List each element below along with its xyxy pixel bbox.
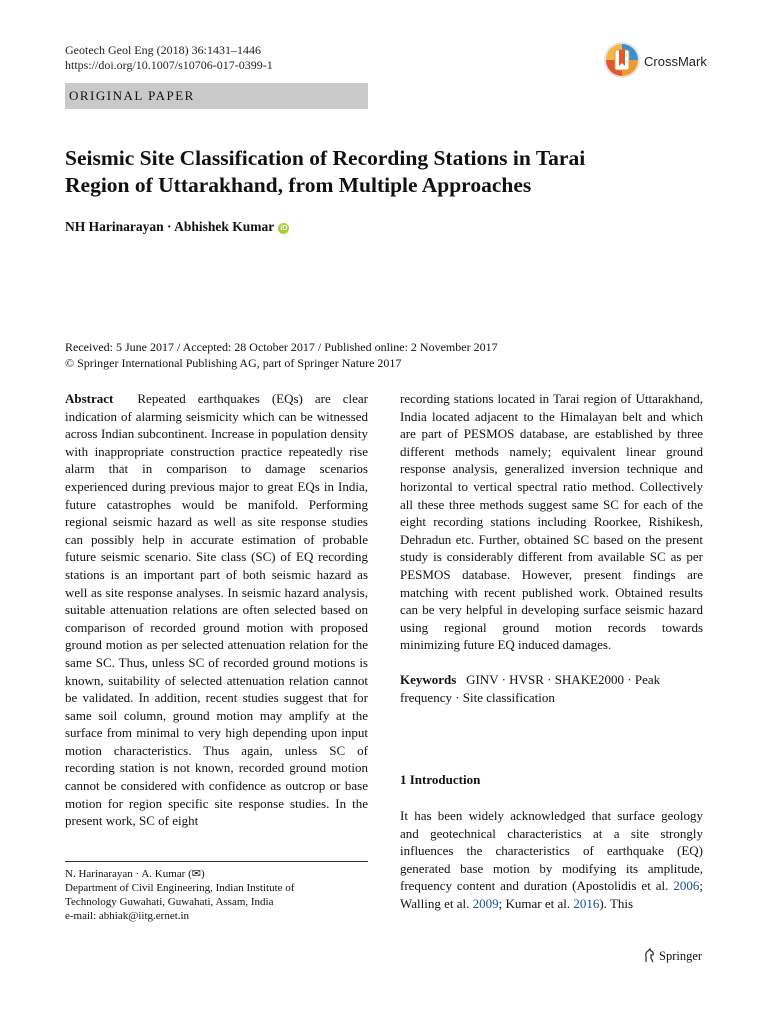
abstract-column-right <box>400 390 703 706</box>
introduction-paragraph <box>400 807 703 913</box>
orcid-icon[interactable]: iD <box>280 225 288 232</box>
footnote-divider <box>65 861 368 862</box>
springer-horse-icon <box>643 948 656 963</box>
citation-link[interactable]: 2016 <box>573 895 600 911</box>
crossmark-badge[interactable] <box>603 41 713 81</box>
paper-title <box>65 145 705 199</box>
abstract-text-left: Repeated earthquakes (EQs) are clear indication of alarming seismicity which can be witnessed across Indian subcontinent. Increase in population density with inappropriate construction practice repeatedly rise alarm that in comparison to damage scenarios experienced during previous major to great EQs in India, future catastrophes would be manifold. Performing regional seismic hazard as well as site response studies can possibly help in accurate estimation of probable future seismic scenario. Site class (SC) of EQ recording stations is an important part of both seismic hazard as well as site response analyses. In seismic hazard analysis, suitable attenuation relations are often selected based on comparison of recorded ground motion with proposed ground motion as per selected attenuation relation for the same SC. Thus, unless SC of recorded ground motions is known, suitability of selected attenuation relation cannot be validated. In addition, recent studies suggest that for same soil column, ground motion may amplify at the surface from minimal to very high depending upon input motion characteristics. Thus again, unless SC of recording station is not known, recorded ground motion cannot be considered with confidence as outcrop or base motion for region specific site response studies. In the present work, SC of eight <box>65 391 368 829</box>
citation-link[interactable]: 2009 <box>472 895 499 911</box>
abstract-text-right: recording stations located in Tarai region of Uttarakhand, India located adjacent to the Himalayan belt and which are part of PESMOS database, are established by three different methods namely; equivalent linear ground response analysis, generalized inversion technique and horizontal to vertical spectral ratio method. Collectively all these three methods suggest same SC for each of the eight recording stations including Roorkee, Rishikesh, Dehradun etc. Further, obtained SC based on the present study is considerably different from available SC as per PESMOS database. However, present findings are matching with recent published work. Obtained results can be very helpful in developing surface seismic hazard using regional ground motion records towards minimizing future EQ induced damages. <box>400 391 703 653</box>
article-type-banner: ORIGINAL PAPER <box>65 83 368 109</box>
journal-line: Geotech Geol Eng (2018) 36:1431–1446 <box>65 43 261 57</box>
author-list <box>65 219 289 235</box>
footnote-dept: Department of Civil Engineering, Indian Institute of <box>65 882 295 894</box>
intro-text-1: It has been widely acknowledged that surface geology and geotechnical characteristics at a site strongly influences the characteristics of earthquake (EQ) generated base motion by modifying its amplitude, frequency content and duration (Apostolidis et al. <box>400 808 703 894</box>
intro-text-4: ). This <box>599 895 634 911</box>
publisher-footer <box>643 948 702 964</box>
keywords-block <box>400 671 703 706</box>
abstract-column-left <box>65 390 368 830</box>
keywords-label: Keywords <box>400 671 457 687</box>
citation-link[interactable]: 2006 <box>673 878 700 894</box>
history-dates: Received: 5 June 2017 / Accepted: 28 October 2017 / Published online: 2 November 2017 <box>65 340 498 354</box>
publication-dates <box>65 339 498 371</box>
crossmark-icon <box>603 41 641 79</box>
copyright-line: © Springer International Publishing AG, part of Springer Nature 2017 <box>65 356 402 370</box>
section-heading-introduction: 1 Introduction <box>400 772 481 787</box>
author-affiliation-footnote <box>65 867 294 923</box>
intro-text-3: ; Kumar et al. <box>498 895 574 911</box>
footnote-authors: N. Harinarayan · A. Kumar (✉) <box>65 868 205 880</box>
crossmark-label: CrossMark <box>644 54 707 69</box>
title-line-1: Seismic Site Classification of Recording Stations in Tarai <box>65 146 586 170</box>
footnote-institute: Technology Guwahati, Guwahati, Assam, India <box>65 896 274 908</box>
intro-text-2: ; Walling et al. <box>400 878 703 911</box>
footnote-email[interactable]: e-mail: abhiak@iitg.ernet.in <box>65 910 190 922</box>
doi-link[interactable]: https://doi.org/10.1007/s10706-017-0399-1 <box>65 58 273 72</box>
journal-citation <box>65 43 273 73</box>
keywords-text: GINV · HVSR · SHAKE2000 · Peak frequency · Site classification <box>400 671 661 705</box>
author-names: NH Harinarayan · Abhishek Kumar <box>65 219 275 234</box>
abstract-label: Abstract <box>65 391 114 406</box>
title-line-2: Region of Uttarakhand, from Multiple Approaches <box>65 173 532 197</box>
publisher-name: Springer <box>659 949 703 963</box>
